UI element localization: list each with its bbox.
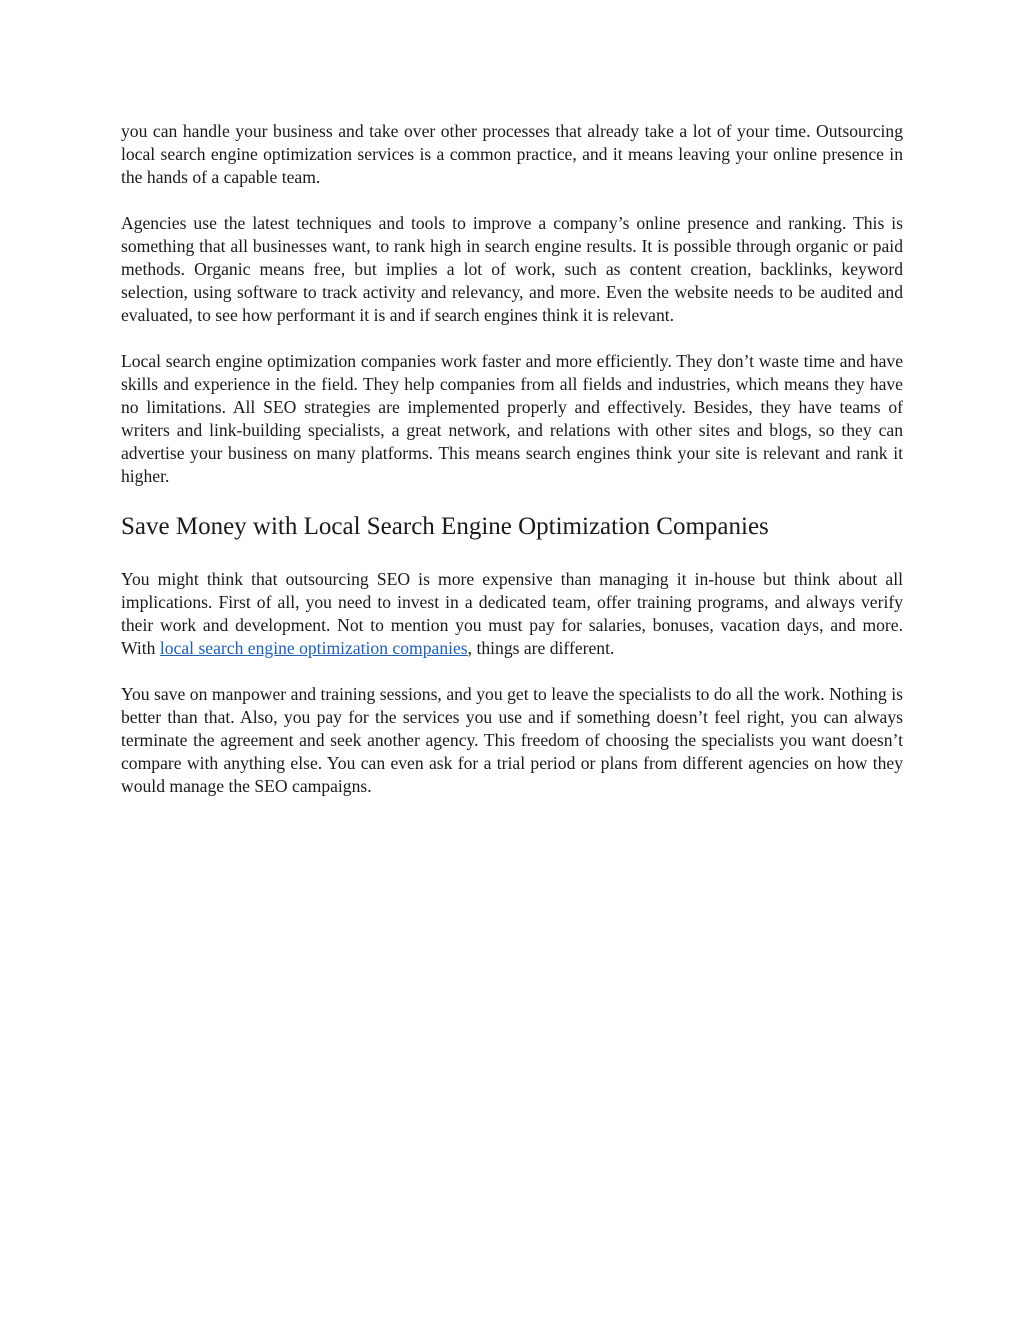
section-heading: Save Money with Local Search Engine Optimization Companies — [121, 513, 769, 540]
paragraph-local-seo-companies: Local search engine optimization companies work faster and more efficiently. They don’t waste time and have skills and experience in the field. They help companies from all fields and industries, which means they have no limitations. All SEO strategies are implemented properly and effectively. Besides, they have teams of writers and link-building specialists, a great network, and relations with other sites and blogs, so they can advertise your business on many platforms. This means search engines think your site is relevant and rank it higher. — [121, 351, 903, 486]
paragraph-text-after-link: , things are different. — [467, 638, 615, 658]
paragraph-outsourcing: you can handle your business and take over other processes that already take a lot of your time. Outsourcing local search engine optimization services is a common practice, and it means leaving your online presence in the hands of a capable team. — [121, 121, 903, 187]
local-seo-companies-link[interactable]: local search engine optimization companies — [159, 638, 468, 658]
paragraph-save-manpower: You save on manpower and training sessions, and you get to leave the specialists to do all the work. Nothing is better than that. Also, you pay for the services you use and if something doesn’t feel right, you can always terminate the agreement and seek another agency. This freedom of choosing the specialists you want doesn’t compare with anything else. You can even ask for a trial period or plans from different agencies on how they would manage the SEO campaigns. — [121, 684, 903, 796]
paragraph-text-before-link: You might think that outsourcing SEO is more expensive than managing it in-house but think about all implications. First of all, you need to invest in a dedicated team, offer training programs, and always verify their work and development. Not to mention you must pay for salaries, bonuses, vacation days, and more. With — [121, 569, 903, 658]
document-page — [121, 120, 903, 821]
paragraph-agencies: Agencies use the latest techniques and tools to improve a company’s online presence and ranking. This is something that all businesses want, to rank high in search engine results. It is possible through organic or paid methods. Organic means free, but implies a lot of work, such as content creation, backlinks, keyword selection, using software to track activity and relevancy, and more. Even the website needs to be audited and evaluated, to see how performant it is and if search engines think it is relevant. — [121, 213, 903, 325]
paragraph-save-money — [121, 568, 903, 660]
